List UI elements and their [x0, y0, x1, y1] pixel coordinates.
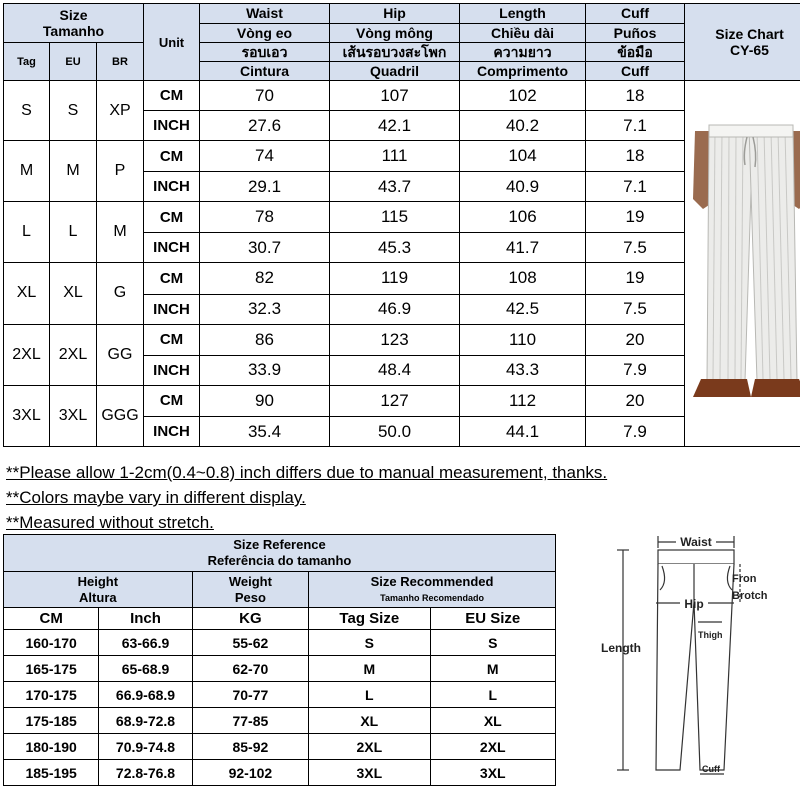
weight-kg: 62-70	[192, 656, 308, 682]
chart-title: Size Chart	[715, 26, 784, 42]
table-row	[4, 656, 556, 682]
hip-value: 115	[330, 202, 460, 233]
height-header	[4, 572, 193, 608]
tag-size: S	[4, 81, 50, 141]
tag-size: M	[309, 656, 430, 682]
tag-header: Tag	[4, 43, 50, 81]
eu-size: L	[50, 202, 97, 263]
height-inch: 68.9-72.8	[99, 708, 192, 734]
hip-value: 111	[330, 141, 460, 172]
cuff-value: 20	[586, 385, 685, 416]
hip-value: 42.1	[330, 111, 460, 141]
tag-size: 3XL	[309, 760, 430, 786]
table-row	[4, 202, 800, 233]
length-value: 41.7	[460, 233, 586, 263]
tag-size: 2XL	[309, 734, 430, 760]
table-row	[4, 81, 800, 111]
length-value: 112	[460, 385, 586, 416]
waist-header: Waist	[200, 4, 330, 24]
note-measurement: **Please allow 1-2cm(0.4~0.8) inch differs due to manual measurement, thanks.	[6, 463, 608, 482]
size-reference-table	[3, 534, 556, 786]
waist-value: 30.7	[200, 233, 330, 263]
hip-pt: Quadril	[330, 62, 460, 81]
tag-size: 3XL	[4, 385, 50, 446]
height-cm: 185-195	[4, 760, 99, 786]
height-cm: 175-185	[4, 708, 99, 734]
unit-cm: CM	[144, 141, 200, 172]
waist-th: รอบเอว	[200, 43, 330, 62]
unit-header: Unit	[144, 4, 200, 81]
unit-cm: CM	[144, 202, 200, 233]
waist-label: Waist	[680, 535, 712, 549]
eu-size: 3XL	[50, 385, 97, 446]
col-kg: KG	[192, 608, 308, 630]
eu-size: M	[50, 141, 97, 202]
pants-photo	[685, 81, 800, 441]
measurement-diagram	[598, 530, 798, 780]
cuff-value: 18	[586, 81, 685, 111]
table-row	[4, 760, 556, 786]
cuff-value: 20	[586, 324, 685, 355]
cuff-en: Cuff	[586, 62, 685, 81]
note-stretch: **Measured without stretch.	[6, 513, 214, 532]
tag-size: XL	[309, 708, 430, 734]
length-value: 40.2	[460, 111, 586, 141]
length-value: 40.9	[460, 172, 586, 202]
note-colors: **Colors maybe vary in different display.	[6, 488, 306, 507]
table-row	[4, 141, 800, 172]
waist-value: 82	[200, 263, 330, 294]
hip-value: 127	[330, 385, 460, 416]
table-row	[4, 385, 800, 416]
length-header: Length	[460, 4, 586, 24]
cuff-es: Puños	[586, 24, 685, 43]
waist-value: 90	[200, 385, 330, 416]
table-row	[4, 263, 800, 294]
col-inch: Inch	[99, 608, 192, 630]
length-th: ความยาว	[460, 43, 586, 62]
waist-value: 32.3	[200, 294, 330, 324]
hip-value: 123	[330, 324, 460, 355]
waist-value: 27.6	[200, 111, 330, 141]
unit-inch: INCH	[144, 417, 200, 447]
hip-label: Hip	[684, 597, 704, 611]
weight-kg: 85-92	[192, 734, 308, 760]
height-inch: 70.9-74.8	[99, 734, 192, 760]
table-row	[4, 734, 556, 760]
size-chart-table	[3, 3, 800, 447]
recommended-header	[309, 572, 556, 608]
cuff-value: 19	[586, 263, 685, 294]
reference-title-pt: Referência do tamanho	[207, 553, 352, 568]
eu-size: S	[430, 630, 555, 656]
height-cm: 180-190	[4, 734, 99, 760]
weight-label: Weight	[228, 573, 272, 589]
recommended-label-pt: Tamanho Recomendado	[380, 592, 484, 603]
eu-size: L	[430, 682, 555, 708]
cuff-value: 7.1	[586, 172, 685, 202]
tag-size: 2XL	[4, 324, 50, 385]
unit-cm: CM	[144, 385, 200, 416]
eu-size: M	[430, 656, 555, 682]
length-label: Length	[601, 641, 641, 655]
br-header: BR	[97, 43, 144, 81]
tag-size: M	[4, 141, 50, 202]
weight-kg: 92-102	[192, 760, 308, 786]
table-row	[4, 708, 556, 734]
hip-value: 119	[330, 263, 460, 294]
reference-title-cell	[4, 535, 556, 572]
br-size: M	[97, 202, 144, 263]
size-header	[4, 4, 144, 43]
hip-value: 46.9	[330, 294, 460, 324]
cuff-value: 7.9	[586, 355, 685, 385]
length-value: 106	[460, 202, 586, 233]
chart-code: CY-65	[730, 42, 769, 58]
length-value: 108	[460, 263, 586, 294]
hip-value: 50.0	[330, 417, 460, 447]
eu-size: 3XL	[430, 760, 555, 786]
length-pt: Comprimento	[460, 62, 586, 81]
tag-size: L	[4, 202, 50, 263]
cuff-label: Cuff	[702, 764, 720, 774]
unit-cm: CM	[144, 81, 200, 111]
chart-title-cell	[685, 4, 800, 81]
tag-size: L	[309, 682, 430, 708]
height-label: Height	[77, 573, 119, 589]
waist-vi: Vòng eo	[200, 24, 330, 43]
length-value: 110	[460, 324, 586, 355]
unit-inch: INCH	[144, 111, 200, 141]
col-cm: CM	[4, 608, 99, 630]
br-size: XP	[97, 81, 144, 141]
cuff-value: 7.5	[586, 294, 685, 324]
height-inch: 72.8-76.8	[99, 760, 192, 786]
eu-size: XL	[50, 263, 97, 324]
size-label-pt: Tamanho	[42, 23, 105, 39]
product-photo-cell	[685, 81, 800, 447]
eu-size: 2XL	[430, 734, 555, 760]
tag-size: XL	[4, 263, 50, 324]
cuff-th: ข้อมือ	[586, 43, 685, 62]
tag-size: S	[309, 630, 430, 656]
length-value: 102	[460, 81, 586, 111]
waist-value: 35.4	[200, 417, 330, 447]
hip-value: 43.7	[330, 172, 460, 202]
unit-inch: INCH	[144, 233, 200, 263]
weight-label-pt: Peso	[234, 589, 266, 605]
weight-kg: 55-62	[192, 630, 308, 656]
cuff-value: 7.1	[586, 111, 685, 141]
eu-size: 2XL	[50, 324, 97, 385]
cuff-value: 7.9	[586, 417, 685, 447]
height-inch: 66.9-68.9	[99, 682, 192, 708]
eu-size: S	[50, 81, 97, 141]
hip-value: 45.3	[330, 233, 460, 263]
table-row	[4, 630, 556, 656]
waist-value: 74	[200, 141, 330, 172]
waist-value: 78	[200, 202, 330, 233]
weight-kg: 77-85	[192, 708, 308, 734]
thigh-label: Thigh	[698, 630, 723, 640]
cuff-header: Cuff	[586, 4, 685, 24]
hip-value: 107	[330, 81, 460, 111]
rise-label: Brotch	[732, 590, 768, 602]
br-size: G	[97, 263, 144, 324]
length-value: 42.5	[460, 294, 586, 324]
eu-size: XL	[430, 708, 555, 734]
br-size: GGG	[97, 385, 144, 446]
col-tag-size: Tag Size	[309, 608, 430, 630]
waist-value: 70	[200, 81, 330, 111]
recommended-label: Size Recommended	[370, 573, 494, 589]
weight-header	[192, 572, 308, 608]
waist-pt: Cintura	[200, 62, 330, 81]
length-value: 104	[460, 141, 586, 172]
unit-cm: CM	[144, 263, 200, 294]
weight-kg: 70-77	[192, 682, 308, 708]
size-label: Size	[59, 7, 88, 23]
cuff-value: 7.5	[586, 233, 685, 263]
height-inch: 65-68.9	[99, 656, 192, 682]
length-vi: Chiều dài	[460, 24, 586, 43]
reference-title: Size Reference	[233, 537, 326, 552]
height-cm: 170-175	[4, 682, 99, 708]
height-inch: 63-66.9	[99, 630, 192, 656]
hip-value: 48.4	[330, 355, 460, 385]
length-value: 43.3	[460, 355, 586, 385]
waist-value: 29.1	[200, 172, 330, 202]
unit-inch: INCH	[144, 355, 200, 385]
unit-inch: INCH	[144, 294, 200, 324]
table-row	[4, 324, 800, 355]
cuff-value: 18	[586, 141, 685, 172]
height-cm: 165-175	[4, 656, 99, 682]
cuff-value: 19	[586, 202, 685, 233]
br-size: GG	[97, 324, 144, 385]
unit-cm: CM	[144, 324, 200, 355]
waist-value: 33.9	[200, 355, 330, 385]
length-value: 44.1	[460, 417, 586, 447]
col-eu-size: EU Size	[430, 608, 555, 630]
hip-header: Hip	[330, 4, 460, 24]
front-label: Fron	[732, 573, 757, 585]
hip-th: เส้นรอบวงสะโพก	[330, 43, 460, 62]
unit-inch: INCH	[144, 172, 200, 202]
table-row	[4, 682, 556, 708]
height-label-pt: Altura	[79, 589, 117, 605]
eu-header: EU	[50, 43, 97, 81]
hip-vi: Vòng mông	[330, 24, 460, 43]
waist-value: 86	[200, 324, 330, 355]
br-size: P	[97, 141, 144, 202]
height-cm: 160-170	[4, 630, 99, 656]
